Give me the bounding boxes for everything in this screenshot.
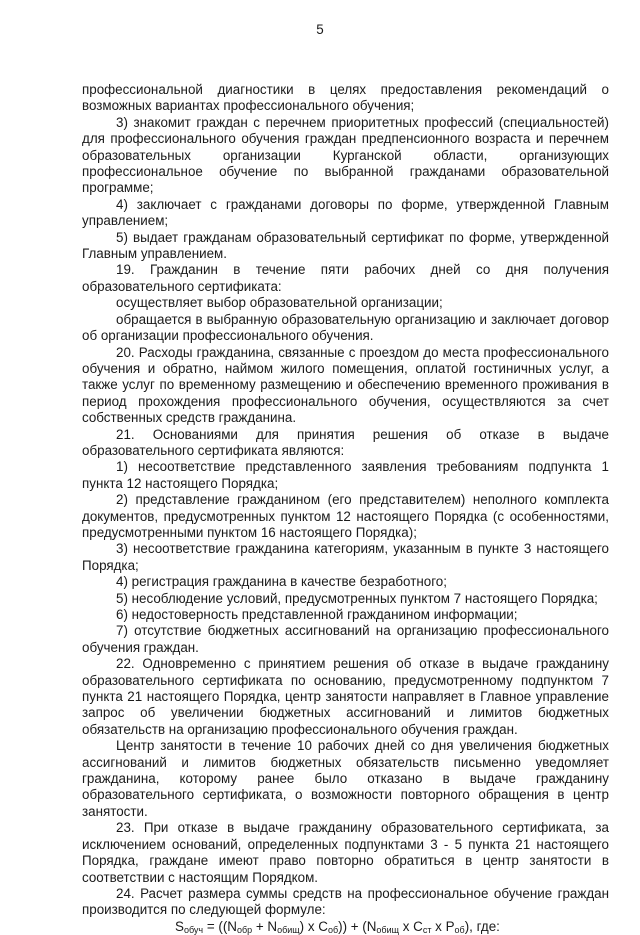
paragraph: 3) знакомит граждан с перечнем приоритетных профессий (специальностей) для профессионального обучения граждан предпенсионного возраста и перечнем образовательных организации Курганской области, организующих профессиональное обучение по выбранной гражданами образовательной программе;: [82, 114, 609, 196]
formula-operator: )) + (: [338, 918, 367, 934]
cost-formula: [82, 919, 609, 935]
paragraph: 5) выдает гражданам образовательный сертификат по форме, утвержденной Главным управлением.: [82, 229, 609, 262]
paragraph: 3) несоответствие гражданина категориям, указанным в пункте 3 настоящего Порядка;: [82, 541, 609, 573]
formula-subscript: ст: [422, 924, 432, 935]
formula-subscript: обищ: [376, 924, 400, 935]
paragraph: 6) недостоверность представленной гражданином информации;: [116, 607, 518, 622]
paragraph: 2) представление гражданином (его представителем) неполного комплекта документов, предусмотренных пунктом 12 настоящего Порядка (с особенностями, предусмотренными пунктом 16 настоящего Порядка);: [82, 492, 609, 540]
paragraph: 4) регистрация гражданина в качестве безработного;: [116, 574, 447, 590]
formula-tail: ), где:: [464, 918, 500, 934]
paragraph: профессиональной диагностики в целях предоставления рекомендаций о возможных вариантах профессионального обучения;: [82, 82, 609, 114]
formula-subscript: об: [327, 924, 339, 935]
paragraph: 24. Расчет размера суммы средств на профессиональное обучение граждан производится по следующей формуле:: [82, 885, 609, 918]
page-number: 5: [316, 22, 324, 37]
formula-symbol: N: [267, 918, 278, 934]
formula-subscript: обищ: [277, 924, 300, 935]
paragraph: осуществляет выбор образовательной организации;: [116, 295, 443, 311]
formula-symbol: N: [366, 918, 377, 934]
formula-symbol: P: [445, 918, 455, 934]
paragraph: 1) несоответствие представленного заявления требованиям подпункта 1 пункта 12 настоящего Порядка;: [82, 459, 609, 491]
formula-operator: x: [399, 918, 414, 934]
formula-operator: = ((: [203, 918, 228, 934]
formula-operator: x: [431, 918, 446, 934]
paragraph: 23. При отказе в выдаче гражданину образовательного сертификата, за исключением оснований, определенных подпунктами 3 - 5 пункта 21 настоящего Порядка, граждане имеют право повторно обратиться в центр занятости в соответствии с настоящим Порядком.: [82, 820, 609, 885]
paragraph: 4) заключает с гражданами договоры по форме, утвержденной Главным управлением;: [82, 196, 609, 229]
formula-operator: ) x: [299, 918, 319, 934]
paragraph: 22. Одновременно с принятием решения об отказе в выдаче гражданину образовательного сертификата по основанию, предусмотренному подпунктом 7 пункта 21 настоящего Порядка, центр занятости направляет в Главное управление запрос об увеличении бюджетных ассигнований и лимитов бюджетных обязательств на организацию профессионального обучения граждан.: [82, 656, 609, 737]
paragraph: Центр занятости в течение 10 рабочих дней со дня увеличения бюджетных ассигнований и лимитов бюджетных обязательств письменно уведомляет гражданина, которому ранее было отказано в выдаче гражданину образовательного сертификата, о возможности повторного обращения в центр занятости.: [82, 738, 609, 819]
formula-operator: +: [252, 918, 268, 934]
formula-symbol: S: [175, 918, 184, 934]
paragraph: 21. Основаниями для принятия решения об отказе в выдаче образовательного сертификата являются:: [82, 426, 609, 458]
paragraph: 5) несоблюдение условий, предусмотренных пунктом 7 настоящего Порядка;: [116, 590, 598, 606]
paragraph: обращается в выбранную образовательную организацию и заключает договор об организации профессионального обучения.: [82, 311, 609, 344]
formula-subscript: обуч: [183, 924, 204, 935]
formula-symbol: C: [413, 918, 423, 934]
paragraph: 20. Расходы гражданина, связанные с проездом до места профессионального обучения и обратно, наймом жилого помещения, оплатой гостиничных услуг, а также услуг по временному размещению и обеспечению временного проживания в период прохождения профессионального обучения, осуществляются за счет собственных средств гражданина.: [82, 344, 609, 426]
formula-subscript: обр: [236, 924, 253, 935]
document-body: [82, 82, 609, 935]
paragraph: 7) отсутствие бюджетных ассигнований на организацию профессионального обучения граждан.: [82, 623, 609, 655]
paragraph-list: [82, 82, 609, 919]
formula-subscript: об: [454, 924, 465, 935]
formula-symbol: C: [318, 918, 328, 934]
paragraph: 19. Гражданин в течение пяти рабочих дней со дня получения образовательного сертификата:: [82, 262, 609, 294]
formula-symbol: N: [227, 918, 237, 934]
